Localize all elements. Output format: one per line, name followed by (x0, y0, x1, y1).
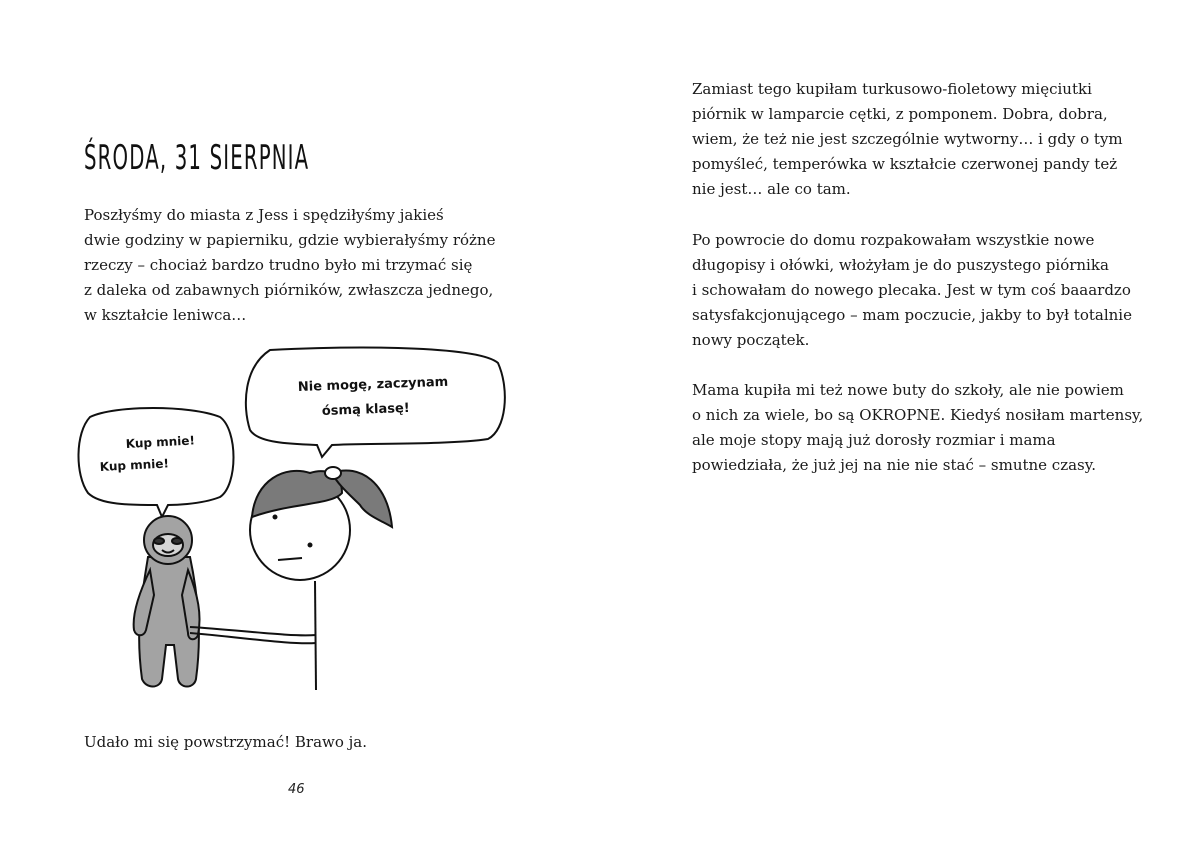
text-line: o nich za wiele, bo są OKROPNE. Kiedyś nosiłam martensy, (692, 406, 1144, 424)
paragraph-3 (692, 378, 1144, 478)
text-line: Poszłyśmy do miasta z Jess i spędziłyśmy jakieś (84, 206, 444, 224)
text-line: i schowałam do nowego plecaka. Jest w tym coś baaardzo (692, 281, 1131, 299)
text-line: rzeczy – chociaż bardzo trudno było mi trzymać się (84, 256, 473, 274)
text-line: w kształcie leniwca… (84, 306, 247, 324)
sloth-bubble-line1: Kup mnie! (125, 433, 196, 451)
text-line: Mama kupiła mi też nowe buty do szkoły, ale nie powiem (692, 381, 1124, 399)
sloth-bubble-line2: Kup mnie! (99, 456, 170, 474)
text-line: satysfakcjonującego – mam poczucie, jakby to był totalnie (692, 306, 1132, 324)
text-line: nowy początek. (692, 331, 810, 349)
text-line: piórnik w lamparcie cętki, z pomponem. Dobra, dobra, (692, 105, 1108, 123)
intro-paragraph (84, 203, 504, 328)
girl-bubble-line2: ósmą klasę! (321, 400, 410, 419)
closing-line: Udało mi się powstrzymać! Brawo ja. (84, 733, 368, 751)
text-line: z daleka od zabawnych piórników, zwłaszcza jednego, (84, 281, 494, 299)
text-line: wiem, że też nie jest szczególnie wytworny… i gdy o tym (692, 130, 1123, 148)
girl-bubble-line1: Nie mogę, zaczynam (297, 374, 449, 395)
text-line: Po powrocie do domu rozpakowałam wszystkie nowe (692, 231, 1095, 249)
text-line: długopisy i ołówki, włożyłam je do puszystego piórnika (692, 256, 1109, 274)
paragraph-2 (692, 228, 1132, 353)
text-line: pomyśleć, temperówka w kształcie czerwonej pandy też (692, 155, 1118, 173)
text-line: ale moje stopy mają już dorosły rozmiar i mama (692, 431, 1056, 449)
text-line: nie jest… ale co tam. (692, 180, 851, 198)
girl-figure (190, 467, 392, 690)
sloth-pencil-case (134, 516, 200, 687)
text-line: dwie godziny w papierniku, gdzie wybierałyśmy różne (84, 231, 496, 249)
right-page (600, 0, 1200, 854)
text-line: powiedziała, że już jej na nie nie stać – smutne czasy. (692, 456, 1097, 474)
illustration-girl-and-sloth (70, 345, 510, 705)
page-number: 46 (288, 782, 305, 797)
text-line: Zamiast tego kupiłam turkusowo-fioletowy mięciutki (692, 80, 1092, 98)
paragraph-1 (692, 77, 1132, 202)
diary-heading: ŚRODA, 31 SIERPNIA (84, 138, 310, 178)
